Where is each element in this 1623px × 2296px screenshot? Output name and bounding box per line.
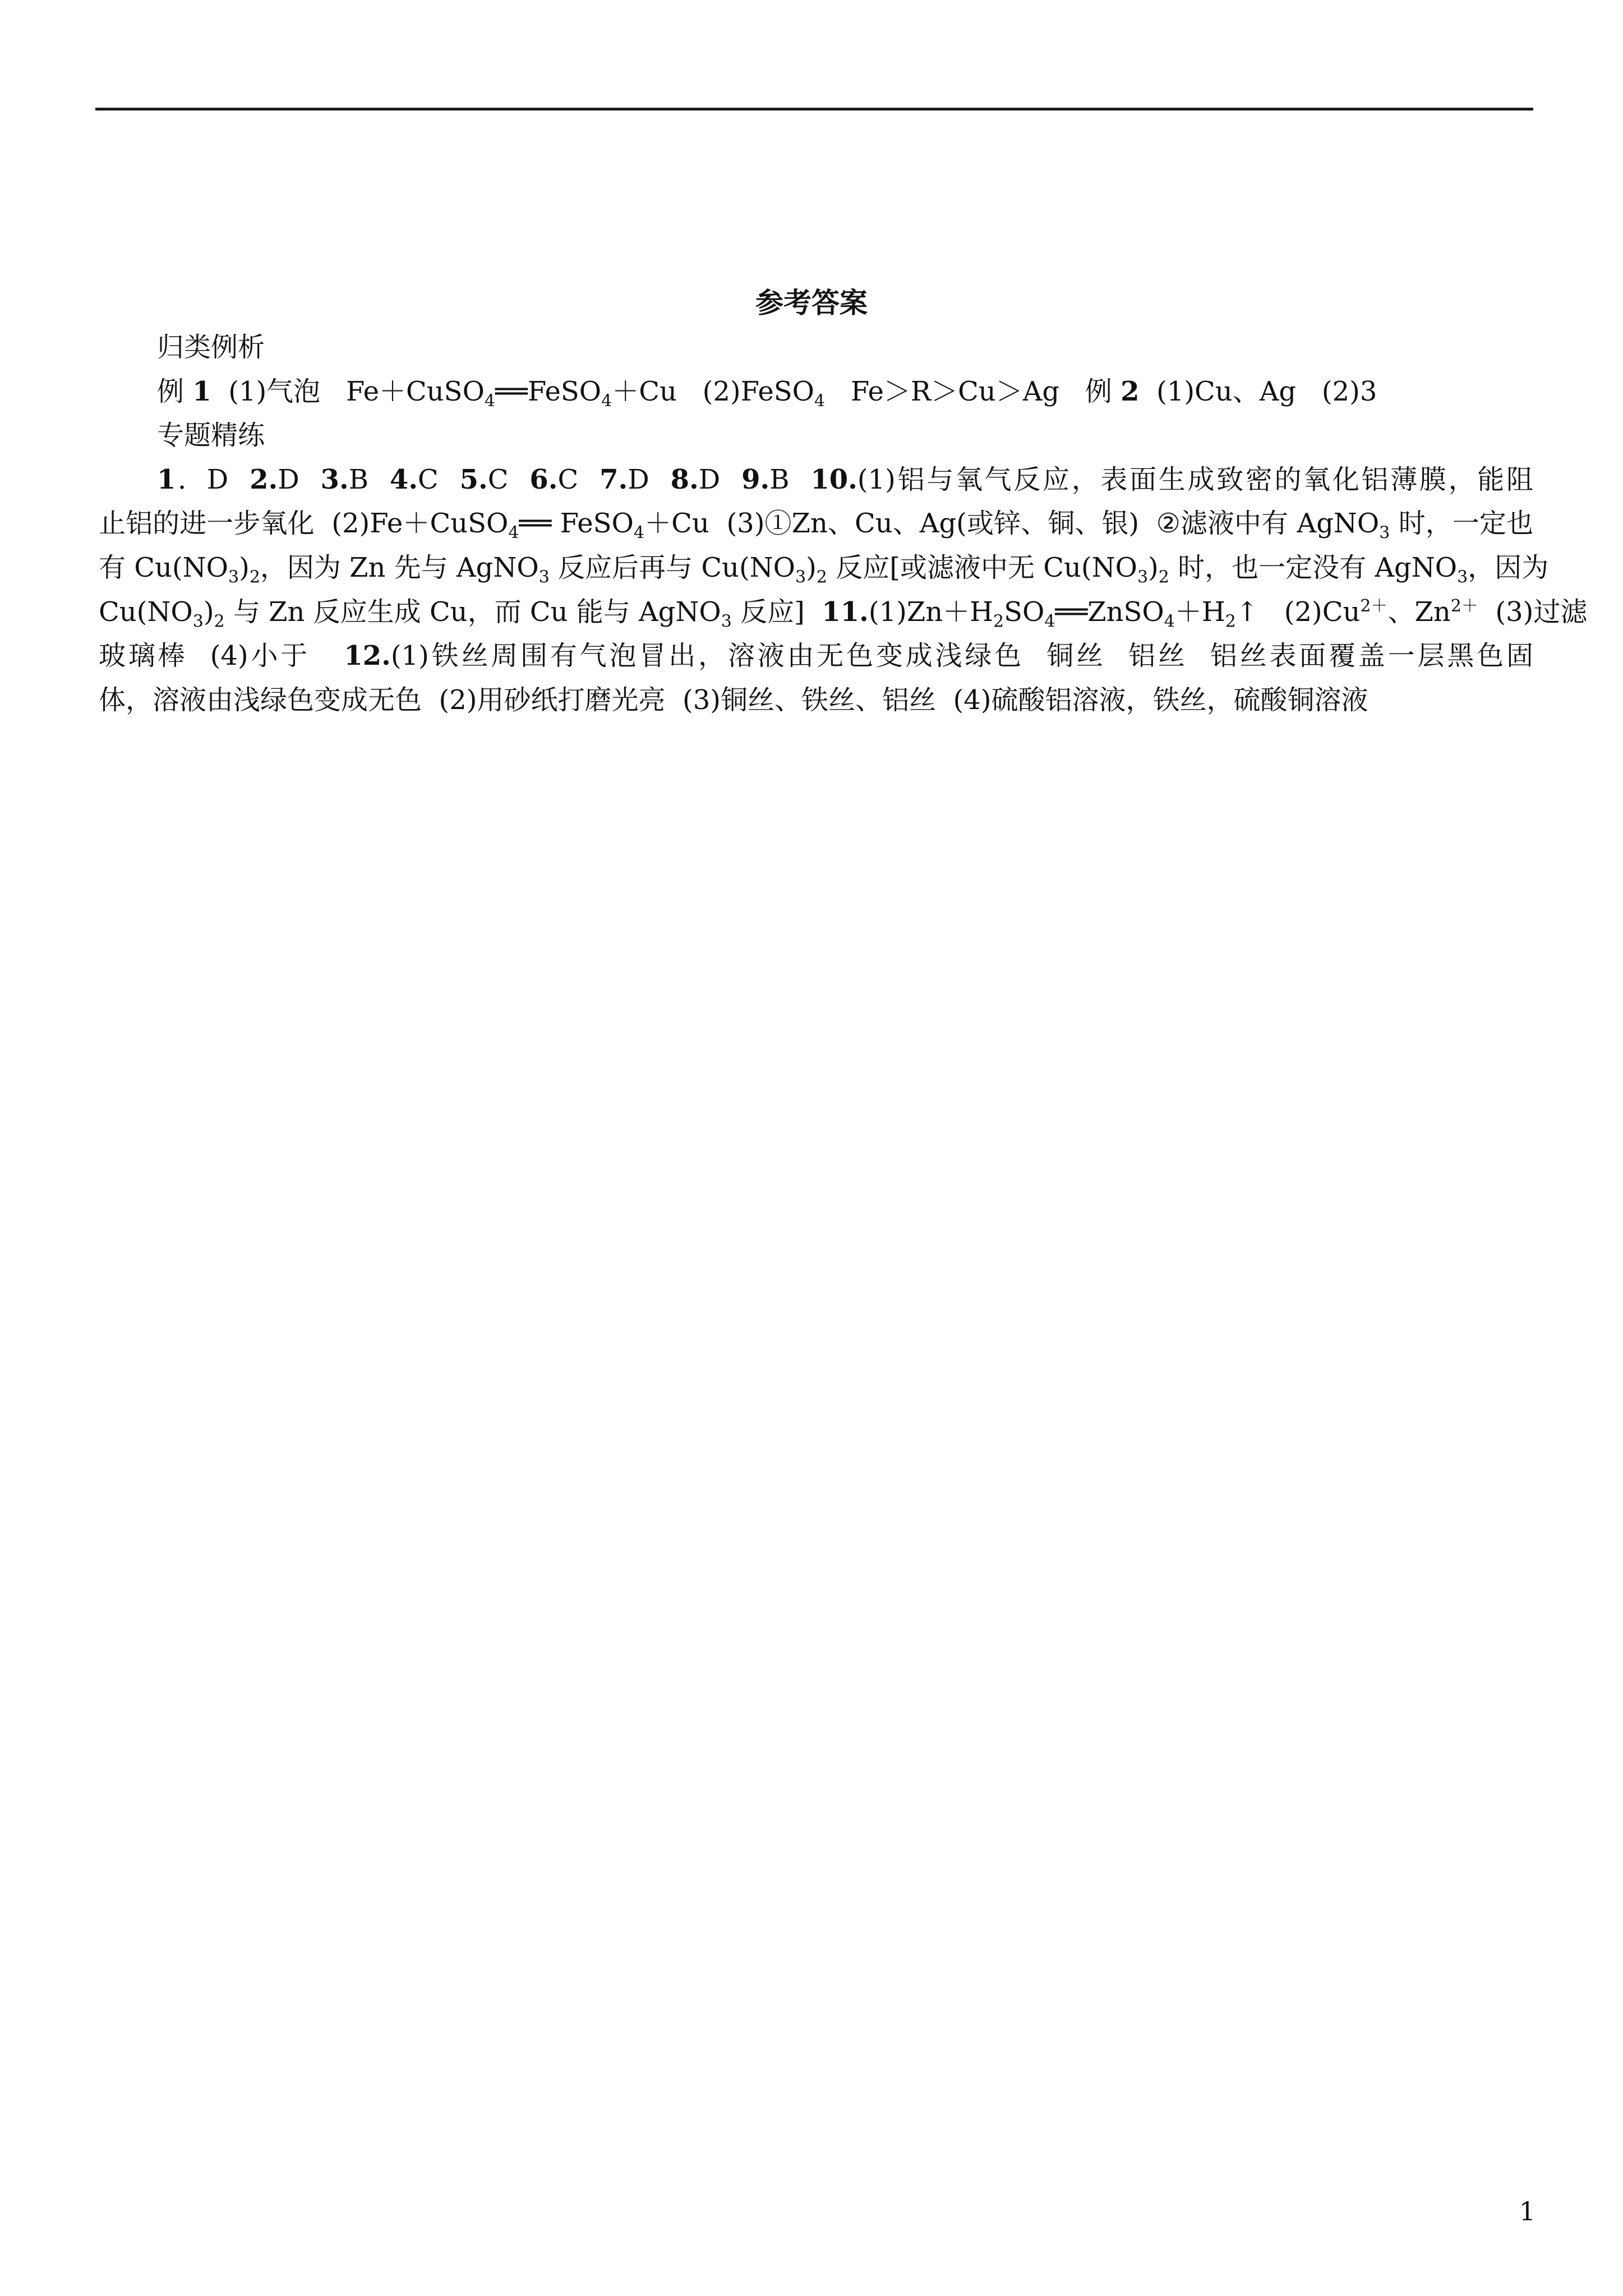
practice-answers-line-4: $Cu(NO_3)_2$ 与 Zn 反应生成 Cu，而 Cu 能与 AgNO$_3$ 反应] $11.(1)Zn+H_2SO_4══ZnSO_4+H_2↑$ $(2)Cu^{2+}$、$Zn^{2+}$ (3)过滤 [99, 596, 1588, 632]
example-answers: 例 1 (1)气泡 Fe＋CuSO$_4$══FeSO$_4$＋Cu (2)FeSO$_4$ Fe＞R＞Cu＞Ag 例 2 (1)Cu、Ag (2)3 [157, 375, 1377, 411]
practice-answers-line-5: 玻璃棒 (4)小于 12.(1)铁丝周围有气泡冒出，溶液由无色变成浅绿色 铜丝 铝丝 铝丝表面覆盖一层黑色固 [99, 640, 1533, 672]
section-heading-examples: 归类例析 [157, 332, 265, 363]
header-rule [95, 108, 1533, 111]
practice-answers-line-6: 体，溶液由浅绿色变成无色 (2)用砂纸打磨光亮 (3)铜丝、铁丝、铝丝 (4)硫酸铝溶液，铁丝，硫酸铜溶液 [99, 684, 1368, 716]
answer-content [99, 325, 1588, 722]
section-heading-practice: 专题精练 [157, 420, 265, 452]
page-title: 参考答案 [755, 286, 868, 319]
practice-answers-line-1: 1．D 2.D 3.B 4.C 5.C 6.C 7.D 8.D 9.B 10.(1)铝与氧气反应，表面生成致密的氧化铝薄膜，能阻 [157, 463, 1533, 495]
practice-answers-line-2: 止铝的进一步氧化 (2)Fe＋CuSO$_4$══ FeSO$_4$＋Cu (3)①Zn、Cu、Ag(或锌、铜、银) ②滤液中有 AgNO$_3$ 时，一定也 [99, 508, 1533, 543]
practice-answers-line-3: 有 $Cu(NO_3)_2$，因为 Zn 先与 AgNO$_3$ 反应后再与 $Cu(NO_3)_2$ 反应[或滤液中无 $Cu(NO_3)_2$ 时，也一定没有 AgNO$_3$，因为 [99, 551, 1549, 587]
page-number: 1 [1519, 2196, 1536, 2226]
